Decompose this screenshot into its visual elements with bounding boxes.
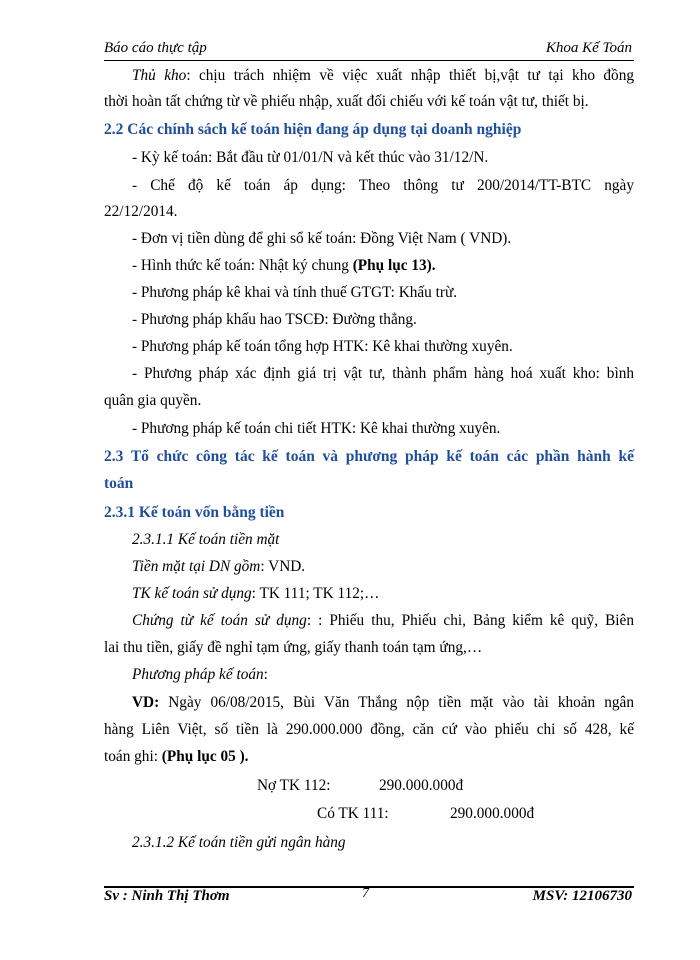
debit-account: Nợ TK 112: bbox=[257, 777, 331, 794]
ref-phu-luc-05: (Phụ lục 05 ). bbox=[161, 748, 249, 765]
list-item-che-do: - Chế độ kế toán áp dụng: Theo thông tư 200/2014/TT-BTC ngày bbox=[132, 177, 634, 194]
header-rule bbox=[104, 60, 634, 61]
paragraph-vi-du-line-3: toán ghi: (Phụ lục 05 ). bbox=[104, 748, 249, 765]
list-item-xac-dinh-gia-cont: quân gia quyền. bbox=[104, 392, 202, 409]
credit-account: Có TK 111: bbox=[317, 805, 389, 822]
page-header bbox=[104, 40, 632, 62]
list-item-hinh-thuc: - Hình thức kế toán: Nhật ký chung (Phụ lục 13). bbox=[132, 257, 436, 274]
heading-2-3-1-2: 2.3.1.2 Kế toán tiền gửi ngân hàng bbox=[132, 834, 346, 851]
heading-2-3-cont: toán bbox=[104, 475, 134, 492]
list-item-xac-dinh-gia: - Phương pháp xác định giá trị vật tư, thành phẩm hàng hoá xuất kho: bình bbox=[132, 365, 634, 382]
paragraph-chung-tu-cont: lai thu tiền, giấy đề nghỉ tạm ứng, giấy thanh toán tạm ứng,… bbox=[104, 639, 483, 656]
paragraph-tk-su-dung: TK kế toán sử dụng: TK 111; TK 112;… bbox=[132, 585, 380, 602]
list-item-don-vi-tien: - Đơn vị tiền dùng để ghi sổ kế toán: Đồng Việt Nam ( VND). bbox=[132, 230, 512, 247]
list-item-tong-hop-htk: - Phương pháp kế toán tổng hợp HTK: Kê khai thường xuyên. bbox=[132, 338, 513, 355]
heading-2-3: 2.3 Tổ chức công tác kế toán và phương pháp kế toán các phần hành kế bbox=[104, 448, 634, 465]
paragraph-phuong-phap: Phương pháp kế toán: bbox=[132, 666, 268, 683]
list-item-ky-ke-toan: - Kỳ kế toán: Bắt đầu từ 01/01/N và kết thúc vào 31/12/N. bbox=[132, 149, 489, 166]
paragraph-tien-mat: Tiền mặt tại DN gồm: VND. bbox=[132, 558, 306, 575]
page-footer bbox=[104, 888, 632, 910]
paragraph-thu-kho-cont: thời hoàn tất chứng từ về phiếu nhập, xuất đối chiếu với kế toán vật tư, thiết bị. bbox=[104, 93, 589, 110]
footer-student-id: MSV: 12106730 bbox=[532, 888, 632, 904]
heading-2-3-1-1: 2.3.1.1 Kế toán tiền mặt bbox=[132, 531, 280, 548]
footer-student-name: Sv : Ninh Thị Thơm bbox=[104, 888, 230, 904]
ref-phu-luc-13: (Phụ lục 13). bbox=[352, 257, 436, 274]
list-item-khau-hao: - Phương pháp khấu hao TSCĐ: Đường thẳng. bbox=[132, 311, 417, 328]
heading-2-3-1: 2.3.1 Kế toán vốn bằng tiền bbox=[104, 504, 285, 521]
debit-amount: 290.000.000đ bbox=[379, 777, 464, 794]
page-number: 7 bbox=[362, 886, 369, 901]
paragraph-chung-tu: Chứng từ kế toán sử dụng: : Phiếu thu, Phiếu chi, Bảng kiểm kê quỹ, Biên bbox=[132, 612, 634, 629]
header-report-title: Báo cáo thực tập bbox=[104, 40, 207, 56]
paragraph-thu-kho: Thủ kho: chịu trách nhiệm về việc xuất nhập thiết bị,vật tư tại kho đồng bbox=[132, 67, 635, 84]
list-item-gtgt: - Phương pháp kê khai và tính thuế GTGT: Khấu trừ. bbox=[132, 284, 458, 301]
header-department: Khoa Kế Toán bbox=[545, 40, 632, 56]
list-item-che-do-cont: 22/12/2014. bbox=[104, 203, 178, 220]
credit-amount: 290.000.000đ bbox=[450, 805, 535, 822]
paragraph-vi-du: VD: Ngày 06/08/2015, Bùi Văn Thắng nộp tiền mặt vào tài khoản ngân bbox=[132, 694, 634, 711]
paragraph-vi-du-line-2: hàng Liên Việt, số tiền là 290.000.000 đồng, căn cứ vào phiếu chi số 428, kế bbox=[104, 721, 634, 738]
list-item-chi-tiet-htk: - Phương pháp kế toán chi tiết HTK: Kê khai thường xuyên. bbox=[132, 420, 501, 437]
heading-2-2: 2.2 Các chính sách kế toán hiện đang áp dụng tại doanh nghiệp bbox=[104, 121, 522, 138]
